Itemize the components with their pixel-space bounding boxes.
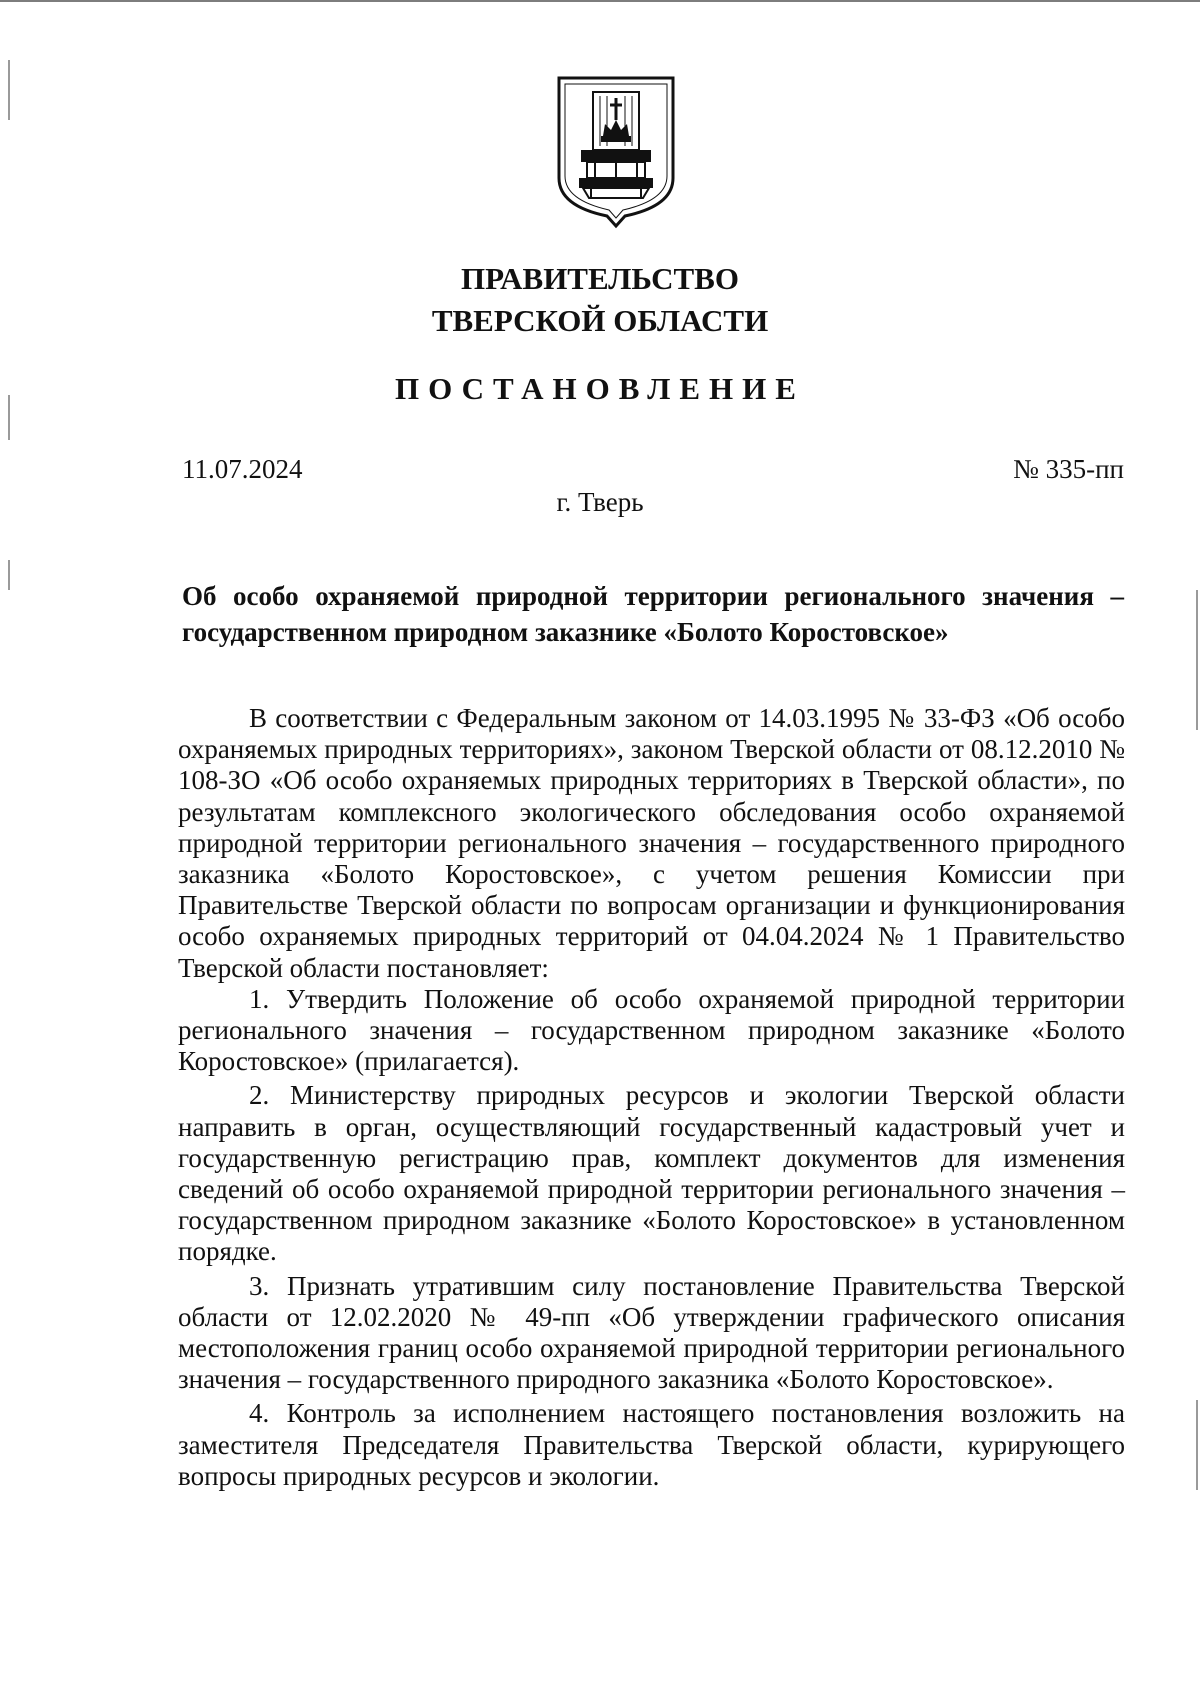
item-1-paragraph: 1. Утвердить Положение об особо охраняемой природной территории регионального значения – государственном природном заказнике «Болото Коростовское» (прилагается). [178, 983, 1125, 1077]
scan-left-mark [8, 560, 10, 590]
tver-coat-of-arms-icon [555, 74, 677, 230]
scan-left-mark [8, 60, 10, 120]
document-number: № 335-пп [1013, 454, 1124, 484]
government-name [0, 258, 1200, 342]
scan-top-edge [0, 0, 1200, 2]
title-line-1: Об особо охраняемой природной территории регионального значения – [182, 581, 1124, 611]
government-line-2: ТВЕРСКОЙ ОБЛАСТИ [431, 303, 769, 338]
item-2-paragraph: 2. Министерству природных ресурсов и экологии Тверской области направить в орган, осуществляющий государственный кадастровый учет и государственную регистрацию прав, комплект документов для изменения сведений об особо охраняемой природной территории регионального значения – государственном природном заказнике «Болото Коростовское» в установленном порядке. [178, 1080, 1125, 1267]
document-city: г. Тверь [556, 487, 644, 517]
document-body [178, 703, 1125, 1492]
scan-right-mark [1196, 590, 1198, 730]
item-4-paragraph: 4. Контроль за исполнением настоящего постановления возложить на заместителя Председателя Правительства Тверской области, курирующего вопросы природных ресурсов и экологии. [178, 1398, 1125, 1491]
document-date: 11.07.2024 [182, 454, 303, 484]
item-3-paragraph: 3. Признать утратившим силу постановление Правительства Тверской области от 12.02.2020 № 49-пп «Об утверждении графического описания местоположения границ особо охраняемой природной территории регионального значения – государственного природного заказника «Болото Коростовское». [178, 1270, 1125, 1395]
document-title [182, 578, 1124, 650]
document-type: ПОСТАНОВЛЕНИЕ [395, 371, 805, 406]
government-line-1: ПРАВИТЕЛЬСТВО [461, 261, 739, 296]
preamble-paragraph: В соответствии с Федеральным законом от 14.03.1995 № 33-ФЗ «Об особо охраняемых природных территориях», законом Тверской области от 08.12.2010 № 108-ЗО «Об особо охраняемых природных территориях в Тверской области», по результатам комплексного экологического обследования особо охраняемой природной территории регионального значения – государственного природного заказника «Болото Коростовское», с учетом решения Комиссии при Правительстве Тверской области по вопросам организации и функционирования особо охраняемых природных территорий от 04.04.2024 № 1 Правительство Тверской области постановляет: [178, 703, 1125, 983]
scan-right-mark [1196, 1400, 1198, 1490]
title-line-2: государственном природном заказнике «Болото Коростовское» [182, 617, 949, 647]
